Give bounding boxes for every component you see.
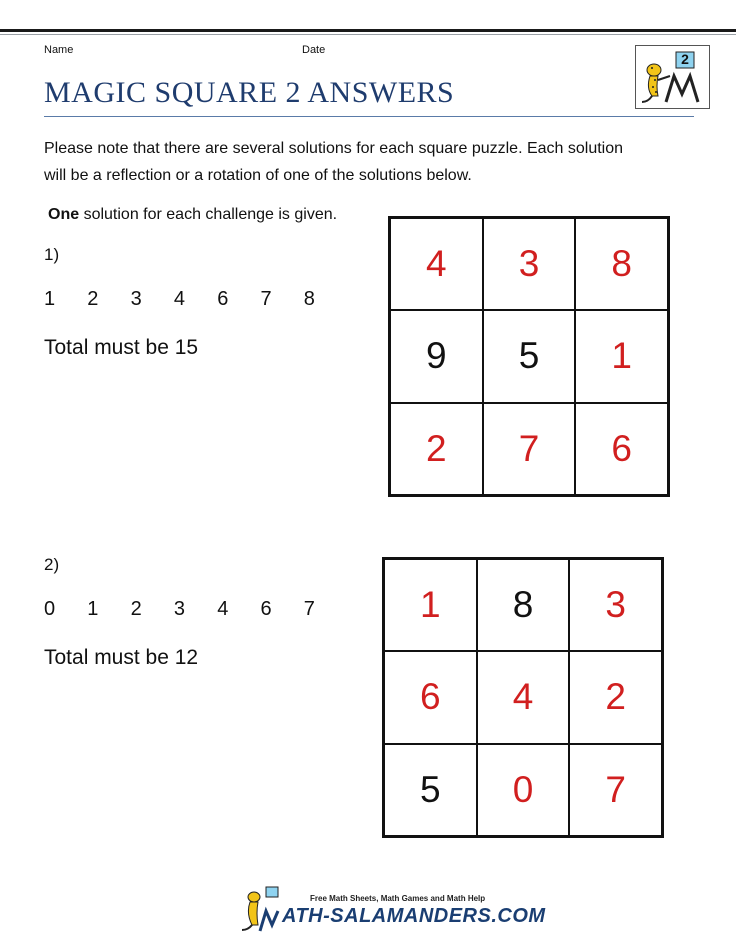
grid-cell: 6	[384, 651, 477, 743]
solution-note-rest: solution for each challenge is given.	[79, 206, 338, 223]
grid-cell: 3	[483, 218, 576, 310]
puzzle-2-label: 2)	[44, 555, 60, 574]
salamander-icon	[636, 46, 709, 108]
grid-cell: 5	[384, 744, 477, 836]
number-item: 4	[173, 288, 186, 310]
title-underline	[44, 116, 694, 117]
magic-square-2	[382, 557, 664, 838]
footer-site-link[interactable]: ATH-SALAMANDERS.COM	[282, 905, 546, 927]
number-item: 8	[303, 288, 315, 310]
puzzle-1-numbers	[44, 288, 347, 311]
number-item: 3	[130, 288, 142, 310]
puzzle-2-numbers	[44, 598, 347, 621]
number-item: 6	[217, 288, 229, 310]
grid-cell: 7	[483, 403, 576, 495]
grid-cell: 2	[569, 651, 662, 743]
number-item: 0	[44, 598, 56, 620]
grid-cell: 9	[390, 310, 483, 402]
header-rule-thin	[0, 34, 736, 35]
grid-cell: 5	[483, 310, 576, 402]
magic-square-1	[388, 216, 670, 497]
grid-cell: 1	[384, 559, 477, 651]
grid-cell: 4	[390, 218, 483, 310]
solution-note-bold: One	[48, 206, 80, 223]
badge-number: 2	[681, 51, 689, 67]
footer-logo	[240, 885, 280, 933]
number-item: 2	[130, 598, 142, 620]
number-item: 7	[260, 288, 272, 310]
number-item: 6	[260, 598, 272, 620]
intro-line-2: will be a reflection or a rotation of one of the solutions below.	[44, 167, 472, 184]
number-item: 2	[87, 288, 99, 310]
number-item: 1	[87, 598, 99, 620]
date-label: Date	[302, 44, 326, 56]
salamander-logo	[635, 45, 710, 109]
solution-note	[48, 201, 337, 228]
grid-cell: 1	[575, 310, 668, 402]
footer-tagline: Free Math Sheets, Math Games and Math Help	[310, 894, 486, 903]
puzzle-1-total: Total must be 15	[44, 336, 199, 359]
name-label: Name	[44, 44, 74, 56]
grid-cell: 8	[477, 559, 570, 651]
grid-cell: 2	[390, 403, 483, 495]
grid-cell: 0	[477, 744, 570, 836]
number-item: 3	[173, 598, 186, 620]
puzzle-2-total: Total must be 12	[44, 646, 199, 669]
grid-cell: 3	[569, 559, 662, 651]
grid-cell: 4	[477, 651, 570, 743]
page-title: MAGIC SQUARE 2 ANSWERS	[44, 76, 455, 109]
puzzle-1-label: 1)	[44, 245, 60, 264]
header-rule	[0, 29, 736, 32]
number-item: 4	[217, 598, 229, 620]
grid-cell: 7	[569, 744, 662, 836]
grid-cell: 6	[575, 403, 668, 495]
number-item: 1	[44, 288, 56, 310]
salamander-icon	[240, 885, 280, 933]
grid-cell: 8	[575, 218, 668, 310]
intro-line-1: Please note that there are several solutions for each square puzzle. Each solution	[44, 140, 624, 157]
number-item: 7	[303, 598, 315, 620]
